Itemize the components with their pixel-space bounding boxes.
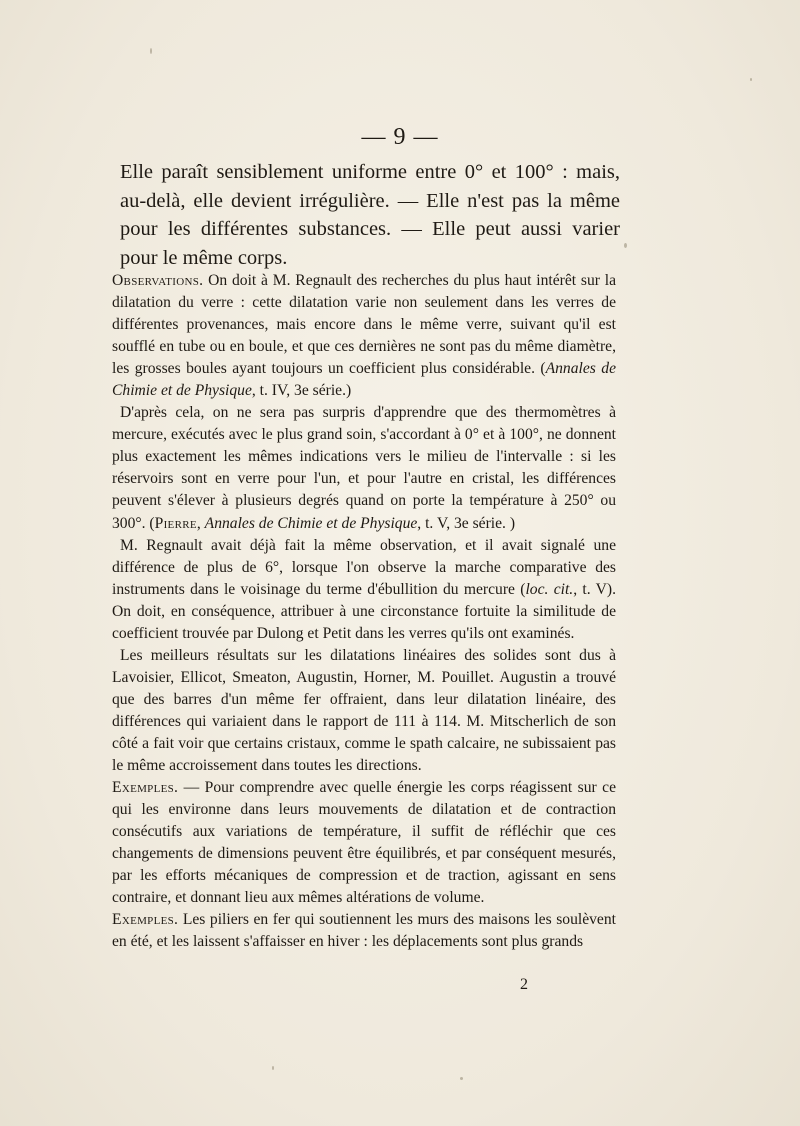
paragraph-text: Les piliers en fer qui soutiennent les murs des maisons les soulèvent en été, et les laissent s'affaisser en hiver : les déplacements sont plus grands <box>112 911 616 951</box>
citation: loc. cit. <box>525 580 574 598</box>
author-name: Pierre <box>154 514 197 532</box>
page-number: — 9 — <box>361 124 439 150</box>
paragraph-text: , <box>196 514 205 532</box>
paragraph-text: — Pour comprendre avec quelle énergie les corps réagissent sur ce qui les environne dans leurs mouvements de dilatation et de contraction consécutifs aux variations de température, il suffit de réfléchir que ces changements de dimensions peuvent être équilibrés, et par conséquent mesurés, par les efforts mécaniques de compression et de traction, agissant en sens contraire, et donnant lieu aux mêmes altérations de volume. <box>112 779 616 907</box>
citation: Annales de Chimie et de Physique <box>112 360 616 400</box>
paragraph-heading: Exemples. <box>112 779 179 797</box>
paragraph-linear-dilatation <box>112 645 616 777</box>
paper-speck <box>624 243 627 248</box>
paragraph-text: D'après cela, on ne sera pas surpris d'apprendre que des thermomètres à mercure, exécutés avec le plus grand soin, s'accordant à 0° et à 100°, ne donnent plus exactement les mêmes indications vers le milieu de l'intervalle : si les réservoirs sont en verre pour l'un, et pour l'autre en cristal, les différences peuvent s'élever à plusieurs degrés quand on porte la température à 250° ou 300°. ( <box>112 404 616 532</box>
paragraph-heading: Exemples. <box>112 911 179 929</box>
paragraph-text: , t. V, 3e série. ) <box>417 514 516 532</box>
intro-text: Elle paraît sensiblement uniforme entre 0° et 100° : mais, au-delà, elle devient irrégulière. — Elle n'est pas la même pour les différentes substances. — Elle peut aussi varier pour le même corps. <box>120 161 620 269</box>
paper-speck <box>150 48 152 54</box>
paragraph-text: Les meilleurs résultats sur les dilatations linéaires des solides sont dus à Lavoisier, Ellicot, Smeaton, Augustin, Horner, M. Pouillet. Augustin a trouvé que des barres d'un même fer offraient, dans leur dilatation linéaire, des différences qui variaient dans le rapport de 111 à 114. M. Mitscherlich de son côté a fait voir que certains cristaux, comme le spath calcaire, ne subissaient pas le même accroissement dans toutes les directions. <box>112 646 616 775</box>
paper-speck <box>272 1066 274 1070</box>
paragraph-examples-1 <box>112 777 616 909</box>
paragraph-text: , t. V). On doit, en conséquence, attribuer à une circonstance fortuite la similitude de coefficient trouvée par Dulong et Petit dans les verres qu'ils ont examinés. <box>112 580 616 642</box>
citation: Annales de Chimie et de Physique <box>204 514 418 532</box>
paragraph-text: M. Regnault avait déjà fait la même observation, et il avait signalé une différence de plus de 6°, lorsque l'on observe la marche comparative des instruments dans le voisinage du terme d'ébullition du mercure ( <box>112 536 616 598</box>
intro-summary <box>120 158 620 272</box>
paragraph-text: , t. IV, 3e série.) <box>251 382 352 400</box>
signature-mark: 2 <box>520 976 528 993</box>
paragraph-regnault <box>112 535 616 645</box>
paragraph-text: On doit à M. Regnault des recherches du plus haut intérêt sur la dilatation du verre : cette dilatation varie non seulement dans les verres de différentes provenances, mais encore dans le même verre, suivant qu'il est soufflé en tube ou en boule, et que ces dernières ne sont pas du même diamètre, les grosses boules ayant toujours un coefficient plus considérable. ( <box>112 272 616 378</box>
paper-speck <box>460 1077 463 1080</box>
body-text <box>112 270 616 953</box>
paragraph-observations <box>112 270 616 402</box>
paper-speck <box>750 78 752 81</box>
paragraph-heading: Observations. <box>112 272 204 289</box>
paragraph-thermometers <box>112 402 616 534</box>
paragraph-examples-2 <box>112 909 616 953</box>
